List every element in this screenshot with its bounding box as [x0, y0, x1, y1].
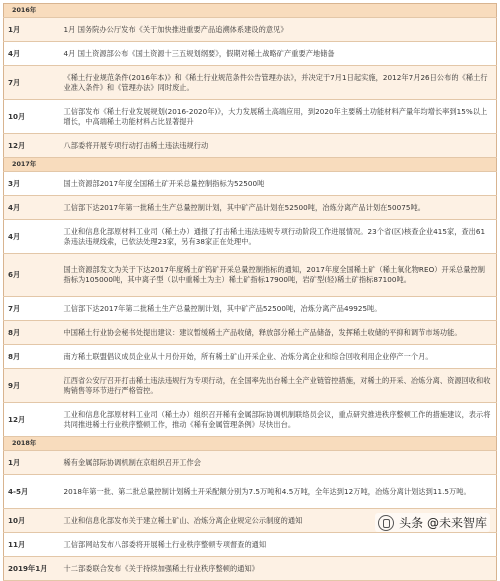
event-date: 12月 [4, 403, 60, 437]
event-date: 4月 [4, 196, 60, 220]
event-text: 工业和信息化部原材料工业司（稀土办）组织召开稀有金属部际协调机制联络员会议，重点研究推进秩序整顿工作的措施建议，表示将共同推进稀土行业秩序整顿工作，推动《稀有金属管理条例》尽快出台。 [60, 403, 497, 437]
event-text: 江西省公安厅召开打击稀土违法违规行为专项行动，在全国率先出台稀土全产业链管控措施，对稀土的开采、冶炼分离、资源回收和收购销售等环节进行严格管控。 [60, 369, 497, 403]
year-label: 2017年 [4, 158, 497, 172]
event-row [4, 297, 497, 321]
event-row [4, 451, 497, 475]
event-text: 十二部委联合发布《关于持续加强稀土行业秩序整顿的通知》 [60, 557, 497, 581]
year-header-row [4, 4, 497, 18]
event-text: 工信部网站发布八部委将开展稀土行业秩序整顿专项督查的通知 [60, 533, 497, 557]
event-date: 7月 [4, 66, 60, 100]
event-row [4, 254, 497, 297]
event-row [4, 369, 497, 403]
event-date: 3月 [4, 172, 60, 196]
event-date: 12月 [4, 134, 60, 158]
rare-earth-policy-timeline [3, 3, 497, 581]
event-text: 国土资源部2017年度全国稀土矿开采总量控制指标为52500吨 [60, 172, 497, 196]
event-row [4, 403, 497, 437]
event-text: 工业和信息化部发布关于建立稀土矿山、冶炼分离企业规定公示制度的通知 [60, 509, 497, 533]
event-date: 4-5月 [4, 475, 60, 509]
event-date: 9月 [4, 369, 60, 403]
event-text: 工业和信息化部原材料工业司（稀土办）通报了打击稀土违法违规专项行动阶段工作进展情况。23个省(区)核查企业415家，查出61条违法违规线索，已依法处理23家，另有38家正在处理中。 [60, 220, 497, 254]
event-row [4, 172, 497, 196]
event-text: 工信部发布《稀土行业发展规划(2016-2020年)》，大力发展稀土高端应用，到2020年主要稀土功能材料产量年均增长率到15%以上增长，中高端稀土功能材料占比显著提升 [60, 100, 497, 134]
event-text: 工信部下达2017年第二批稀土生产总量控制计划，其中矿产品52500吨，冶炼分离产品49925吨。 [60, 297, 497, 321]
event-text: 八部委将开展专项行动打击稀土违法违规行动 [60, 134, 497, 158]
event-text: 国土资源部发文为关于下达2017年度稀土矿钨矿开采总量控制指标的通知，2017年度全国稀土矿（稀土氧化物REO）开采总量控制指标为105000吨，其中离子型（以中重稀土为主）稀土矿指标17900吨，岩矿型(轻)稀土矿指标87100吨。 [60, 254, 497, 297]
event-row [4, 100, 497, 134]
timeline-body [4, 4, 497, 581]
event-text: 南方稀土联盟倡议成员企业从十月份开始，所有稀土矿山开采企业、冶炼分离企业和综合回收利用企业停产一个月。 [60, 345, 497, 369]
event-date: 10月 [4, 100, 60, 134]
event-row [4, 557, 497, 581]
event-text: 4月 国土资源部公布《国土资源十三五规划纲要》，假期对稀土战略矿产重要产地储备 [60, 42, 497, 66]
event-row [4, 321, 497, 345]
watermark-text: 头条 @未来智库 [399, 516, 487, 530]
event-date: 4月 [4, 220, 60, 254]
event-row [4, 220, 497, 254]
event-text: 1月 国务院办公厅发布《关于加快推进重要产品追溯体系建设的意见》 [60, 18, 497, 42]
event-date: 8月 [4, 321, 60, 345]
year-header-row [4, 158, 497, 172]
event-date: 1月 [4, 451, 60, 475]
event-text: 工信部下达2017年第一批稀土生产总量控制计划，其中矿产品计划在52500吨，冶炼分离产品计划在50075吨。 [60, 196, 497, 220]
event-row [4, 533, 497, 557]
event-text: 中国稀土行业协会秘书处提出建议：建议暂缓稀土产品收储，释放部分稀土产品储备，发挥稀土收储的平抑和调节市场功能。 [60, 321, 497, 345]
event-date: 1月 [4, 18, 60, 42]
event-text: 《稀土行业规范条件(2016年本)》和《稀土行业规范条件公告管理办法》，并决定于7月1日起实施，2012年7月26日公布的《稀土行业准入条件》和《管理办法》同时废止。 [60, 66, 497, 100]
event-date: 2019年1月 [4, 557, 60, 581]
event-row [4, 42, 497, 66]
event-date: 11月 [4, 533, 60, 557]
event-date: 7月 [4, 297, 60, 321]
event-row [4, 345, 497, 369]
event-text: 2018年第一批、第二批总量控制计划稀土开采配额分别为7.5万吨和4.5万吨，全年达到12万吨，冶炼分离计划达到11.5万吨。 [60, 475, 497, 509]
event-row [4, 196, 497, 220]
event-date: 8月 [4, 345, 60, 369]
year-label: 2016年 [4, 4, 497, 18]
event-row [4, 134, 497, 158]
event-date: 6月 [4, 254, 60, 297]
event-date: 10月 [4, 509, 60, 533]
toutiao-logo-icon [378, 515, 394, 531]
event-text: 稀有金属部际协调机制在京组织召开工作会 [60, 451, 497, 475]
event-row [4, 18, 497, 42]
watermark [375, 513, 490, 532]
year-label: 2018年 [4, 437, 497, 451]
event-row [4, 475, 497, 509]
event-row [4, 66, 497, 100]
event-date: 4月 [4, 42, 60, 66]
year-header-row [4, 437, 497, 451]
